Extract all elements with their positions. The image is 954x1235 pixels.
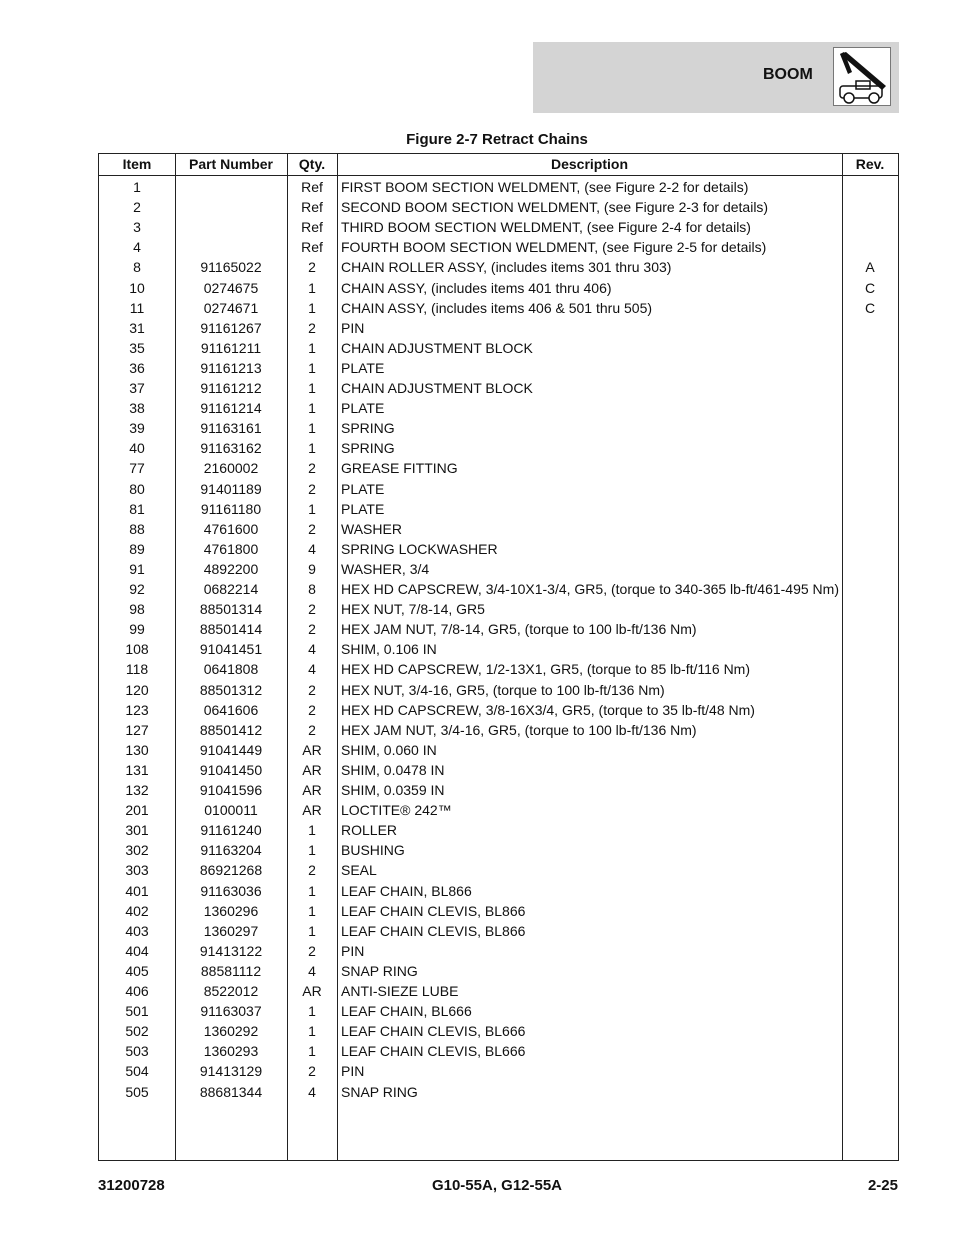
row-rev: [842, 840, 898, 860]
row-description: SPRING LOCKWASHER: [341, 540, 498, 557]
row-description: LEAF CHAIN CLEVIS, BL866: [341, 902, 526, 919]
row-description: CHAIN ADJUSTMENT BLOCK: [341, 339, 533, 356]
row-description: PLATE: [341, 400, 385, 417]
row-description: LEAF CHAIN, BL666: [341, 1003, 472, 1020]
row-qty: 4: [308, 641, 316, 658]
row-qty: 1: [308, 922, 316, 939]
table-row: [99, 659, 898, 679]
row-item: 505: [125, 1083, 149, 1100]
row-part-number: 91041450: [199, 761, 263, 778]
row-item: 80: [129, 480, 145, 497]
row-description: LEAF CHAIN CLEVIS, BL866: [341, 922, 526, 939]
row-description: SNAP RING: [341, 1083, 418, 1100]
row-qty: 2: [308, 701, 316, 718]
row-description: PIN: [341, 942, 365, 959]
row-description: ANTI-SIEZE LUBE: [341, 983, 459, 999]
row-item: 406: [125, 983, 149, 999]
table-row: [99, 680, 898, 700]
table-row: [99, 237, 898, 257]
table-row: [99, 378, 898, 398]
row-qty: Ref: [301, 239, 323, 256]
row-qty: AR: [302, 983, 322, 999]
table-row: [99, 398, 898, 418]
row-item: 89: [129, 540, 145, 557]
table-row: [99, 720, 898, 740]
table-row: [99, 961, 898, 981]
row-description: SHIM, 0.106 IN: [341, 641, 437, 658]
table-row: [99, 438, 898, 458]
row-part-number: 91161180: [200, 500, 262, 517]
figure-title: Figure 2-7 Retract Chains: [406, 131, 588, 148]
row-item: 81: [129, 500, 145, 517]
row-rev: [842, 881, 898, 901]
row-item: 35: [129, 339, 145, 356]
row-item: 501: [125, 1003, 149, 1020]
table-row: [99, 257, 898, 277]
row-rev: [842, 921, 898, 941]
row-part-number: 0100011: [204, 802, 258, 819]
row-qty: 9: [308, 560, 316, 577]
row-description: SEAL: [341, 862, 377, 879]
row-part-number: 91041596: [199, 782, 263, 798]
table-row: [99, 981, 898, 1001]
table-row: [99, 1021, 898, 1041]
row-part-number: 91163204: [200, 842, 262, 859]
row-item: 98: [129, 601, 145, 618]
row-description: CHAIN ASSY, (includes items 406 & 501 thru 505): [341, 299, 653, 316]
row-item: 130: [125, 741, 149, 758]
row-item: 31: [129, 319, 145, 336]
row-part-number: 4761800: [203, 540, 259, 557]
row-description: HEX NUT, 3/4-16, GR5, (torque to 100 lb-ft/136 Nm): [341, 681, 665, 698]
row-item: 503: [125, 1043, 149, 1060]
row-item: 3: [133, 219, 141, 236]
row-qty: 8: [308, 581, 316, 597]
row-item: 201: [125, 802, 149, 819]
row-item: 120: [125, 681, 149, 698]
row-part-number: 0641808: [203, 661, 259, 678]
row-item: 4: [133, 239, 141, 256]
row-part-number: 86921268: [199, 862, 263, 879]
table-row: [99, 881, 898, 901]
row-rev: [842, 941, 898, 961]
row-qty: 2: [308, 942, 316, 959]
row-qty: Ref: [301, 199, 323, 216]
row-part-number: 88501414: [199, 621, 263, 638]
row-item: 37: [129, 380, 145, 396]
table-row: [99, 700, 898, 720]
row-item: 504: [125, 1063, 149, 1080]
row-item: 303: [125, 862, 149, 879]
table-row: [99, 278, 898, 298]
row-part-number: 0274671: [203, 299, 259, 316]
row-rev: C: [864, 299, 876, 316]
row-part-number: 1360293: [203, 1043, 259, 1060]
row-description: LOCTITE® 242™: [341, 802, 452, 819]
row-part-number: 91163161: [200, 420, 262, 437]
row-rev: [842, 619, 898, 639]
row-description: SECOND BOOM SECTION WELDMENT, (see Figure 2-3 for details): [341, 199, 769, 216]
row-description: HEX HD CAPSCREW, 3/8-16X3/4, GR5, (torque to 35 lb-ft/48 Nm): [341, 701, 755, 718]
row-rev: A: [865, 259, 875, 276]
table-row: [99, 177, 898, 197]
row-description: FIRST BOOM SECTION WELDMENT, (see Figure 2-2 for details): [341, 179, 749, 195]
row-part-number: 91163162: [200, 440, 262, 457]
row-rev: [842, 559, 898, 579]
row-item: 108: [125, 641, 149, 658]
row-part-number: 91413129: [199, 1063, 263, 1080]
row-qty: 2: [308, 259, 316, 276]
row-qty: 1: [308, 822, 316, 839]
row-description: SPRING: [341, 420, 395, 437]
row-part-number: 91401189: [200, 480, 262, 497]
row-description: FOURTH BOOM SECTION WELDMENT, (see Figure 2-5 for details): [341, 239, 767, 256]
row-description: HEX HD CAPSCREW, 3/4-10X1-3/4, GR5, (torque to 340-365 lb-ft/461-495 Nm): [341, 581, 839, 597]
row-rev: [842, 579, 898, 599]
row-item: 77: [129, 460, 145, 477]
row-description: GREASE FITTING: [341, 460, 458, 477]
row-rev: [842, 700, 898, 720]
row-part-number: 0641606: [203, 701, 259, 718]
row-part-number: 88681344: [199, 1083, 263, 1100]
row-rev: [842, 820, 898, 840]
header-qty: Qty.: [298, 156, 326, 172]
model-numbers: G10-55A, G12-55A: [431, 1177, 563, 1194]
row-part-number: 1360297: [203, 922, 259, 939]
row-qty: 4: [308, 1083, 316, 1100]
row-qty: 4: [308, 661, 316, 678]
header-description: Description: [550, 156, 628, 172]
row-rev: [842, 237, 898, 257]
row-rev: [842, 519, 898, 539]
table-row: [99, 338, 898, 358]
row-qty: 2: [308, 1063, 316, 1080]
table-row: [99, 539, 898, 559]
row-qty: 2: [308, 681, 316, 698]
table-row: [99, 860, 898, 880]
row-description: PLATE: [341, 480, 385, 497]
row-item: 2: [133, 199, 141, 216]
row-item: 405: [125, 962, 149, 979]
row-qty: 1: [308, 1023, 316, 1040]
table-row: [99, 358, 898, 378]
row-rev: [842, 197, 898, 217]
row-item: 88: [129, 520, 145, 537]
row-description: LEAF CHAIN CLEVIS, BL666: [341, 1023, 526, 1040]
row-rev: [842, 318, 898, 338]
row-part-number: 91041449: [199, 741, 263, 758]
table-row: [99, 619, 898, 639]
row-item: 38: [129, 400, 145, 417]
row-description: WASHER: [341, 520, 402, 537]
row-item: 39: [129, 420, 145, 437]
row-part-number: [175, 197, 287, 217]
row-item: 99: [129, 621, 145, 638]
table-row: [99, 458, 898, 478]
table-row: [99, 1041, 898, 1061]
row-rev: [842, 800, 898, 820]
row-qty: AR: [302, 761, 322, 778]
header-part-number: Part Number: [188, 156, 274, 172]
row-part-number: 91161211: [200, 339, 262, 356]
row-rev: [842, 438, 898, 458]
row-rev: [842, 358, 898, 378]
row-item: 11: [129, 299, 145, 316]
row-rev: [842, 740, 898, 760]
row-rev: [842, 418, 898, 438]
row-rev: [842, 398, 898, 418]
row-part-number: 1360296: [203, 902, 259, 919]
row-qty: Ref: [301, 179, 323, 195]
row-description: THIRD BOOM SECTION WELDMENT, (see Figure 2-4 for details): [341, 219, 751, 236]
row-rev: [842, 338, 898, 358]
table-row: [99, 1001, 898, 1021]
row-qty: 1: [308, 400, 316, 417]
table-row: [99, 639, 898, 659]
row-rev: [842, 1061, 898, 1081]
table-row: [99, 921, 898, 941]
table-row: [99, 499, 898, 519]
parts-table: [98, 153, 899, 1161]
row-description: PLATE: [341, 359, 385, 376]
row-item: 132: [125, 782, 149, 798]
row-part-number: 88581112: [200, 962, 262, 979]
row-qty: 1: [308, 882, 316, 899]
table-row: [99, 901, 898, 921]
row-qty: 1: [308, 500, 316, 517]
row-rev: [842, 901, 898, 921]
table-row: [99, 318, 898, 338]
row-part-number: [175, 177, 287, 197]
row-rev: [842, 659, 898, 679]
table-row: [99, 1061, 898, 1081]
table-row: [99, 298, 898, 318]
table-row: [99, 559, 898, 579]
row-item: 127: [125, 721, 149, 738]
row-part-number: 91041451: [199, 641, 263, 658]
table-row: [99, 599, 898, 619]
row-description: SPRING: [341, 440, 395, 457]
table-row: [99, 479, 898, 499]
table-row: [99, 820, 898, 840]
row-rev: [842, 1041, 898, 1061]
row-part-number: 91161213: [200, 359, 262, 376]
row-rev: [842, 780, 898, 800]
row-rev: [842, 680, 898, 700]
row-description: SHIM, 0.060 IN: [341, 741, 437, 758]
table-row: [99, 519, 898, 539]
row-part-number: 88501312: [199, 681, 263, 698]
boom-loader-icon: [833, 47, 891, 106]
row-item: 40: [129, 440, 145, 457]
row-rev: [842, 177, 898, 197]
row-rev: [842, 479, 898, 499]
row-rev: C: [864, 279, 876, 296]
row-rev: [842, 720, 898, 740]
row-qty: 2: [308, 721, 316, 738]
table-row: [99, 760, 898, 780]
row-rev: [842, 1082, 898, 1102]
row-part-number: 2160002: [203, 460, 259, 477]
page-number: 2-25: [867, 1177, 898, 1194]
row-part-number: 91165022: [200, 259, 262, 276]
header-divider: [99, 175, 898, 176]
row-description: PIN: [341, 319, 365, 336]
row-item: 123: [125, 701, 149, 718]
row-rev: [842, 981, 898, 1001]
header-rev: Rev.: [855, 156, 885, 172]
row-part-number: 4892200: [203, 560, 259, 577]
row-qty: 4: [308, 962, 316, 979]
row-qty: 2: [308, 621, 316, 638]
row-qty: 2: [308, 520, 316, 537]
row-rev: [842, 217, 898, 237]
row-qty: 1: [308, 420, 316, 437]
row-rev: [842, 961, 898, 981]
row-description: CHAIN ADJUSTMENT BLOCK: [341, 380, 533, 396]
row-part-number: [175, 237, 287, 257]
row-rev: [842, 599, 898, 619]
row-item: 10: [129, 279, 145, 296]
row-part-number: 91163037: [200, 1003, 262, 1020]
row-item: 301: [125, 822, 149, 839]
row-qty: 1: [308, 380, 316, 396]
table-row: [99, 740, 898, 760]
row-part-number: 1360292: [203, 1023, 259, 1040]
row-item: 502: [125, 1023, 149, 1040]
row-description: PLATE: [341, 500, 385, 517]
row-description: SHIM, 0.0478 IN: [341, 761, 445, 778]
row-item: 36: [129, 359, 145, 376]
row-part-number: 91163036: [200, 882, 262, 899]
row-qty: AR: [302, 782, 322, 798]
row-item: 401: [125, 882, 149, 899]
row-qty: 2: [308, 480, 316, 497]
row-part-number: 0274675: [203, 279, 259, 296]
row-part-number: 0682214: [203, 581, 259, 597]
row-description: CHAIN ROLLER ASSY, (includes items 301 thru 303): [341, 259, 672, 276]
row-qty: 1: [308, 440, 316, 457]
row-description: CHAIN ASSY, (includes items 401 thru 406): [341, 279, 612, 296]
row-rev: [842, 1021, 898, 1041]
row-rev: [842, 458, 898, 478]
row-description: HEX JAM NUT, 3/4-16, GR5, (torque to 100 lb-ft/136 Nm): [341, 721, 697, 738]
row-description: LEAF CHAIN CLEVIS, BL666: [341, 1043, 526, 1060]
row-item: 402: [125, 902, 149, 919]
row-description: BUSHING: [341, 842, 405, 859]
row-item: 91: [129, 560, 145, 577]
row-rev: [842, 760, 898, 780]
row-qty: 1: [308, 339, 316, 356]
row-description: WASHER, 3/4: [341, 560, 430, 577]
row-description: PIN: [341, 1063, 365, 1080]
row-qty: AR: [302, 741, 322, 758]
row-description: HEX NUT, 7/8-14, GR5: [341, 601, 485, 618]
row-qty: 1: [308, 1003, 316, 1020]
doc-number: 31200728: [98, 1177, 165, 1194]
row-part-number: 88501314: [199, 601, 263, 618]
row-rev: [842, 378, 898, 398]
row-part-number: 91413122: [199, 942, 263, 959]
row-qty: Ref: [301, 219, 323, 236]
table-row: [99, 780, 898, 800]
row-description: HEX JAM NUT, 7/8-14, GR5, (torque to 100 lb-ft/136 Nm): [341, 621, 697, 638]
row-item: 92: [129, 581, 145, 597]
row-part-number: 88501412: [199, 721, 263, 738]
row-rev: [842, 639, 898, 659]
row-description: HEX HD CAPSCREW, 1/2-13X1, GR5, (torque to 85 lb-ft/116 Nm): [341, 661, 751, 678]
row-item: 8: [133, 259, 141, 276]
row-part-number: 91161212: [200, 380, 262, 396]
row-part-number: 8522012: [203, 983, 259, 999]
row-description: LEAF CHAIN, BL866: [341, 882, 472, 899]
row-qty: 1: [308, 842, 316, 859]
row-part-number: [175, 217, 287, 237]
row-description: SHIM, 0.0359 IN: [341, 782, 445, 798]
table-row: [99, 418, 898, 438]
row-qty: 1: [308, 299, 316, 316]
row-part-number: 91161240: [200, 822, 262, 839]
table-row: [99, 941, 898, 961]
row-qty: 2: [308, 601, 316, 618]
row-rev: [842, 1001, 898, 1021]
row-rev: [842, 860, 898, 880]
row-item: 302: [125, 842, 149, 859]
row-qty: AR: [302, 802, 322, 819]
row-item: 403: [125, 922, 149, 939]
row-part-number: 91161267: [200, 319, 262, 336]
row-item: 118: [125, 661, 149, 678]
row-qty: 4: [308, 540, 316, 557]
table-row: [99, 1082, 898, 1102]
row-item: 131: [125, 761, 149, 778]
row-qty: 1: [308, 359, 316, 376]
row-qty: 1: [308, 279, 316, 296]
row-item: 404: [125, 942, 149, 959]
row-rev: [842, 499, 898, 519]
row-qty: 1: [308, 902, 316, 919]
table-row: [99, 800, 898, 820]
table-row: [99, 217, 898, 237]
row-qty: 2: [308, 319, 316, 336]
row-qty: 1: [308, 1043, 316, 1060]
table-row: [99, 840, 898, 860]
row-description: ROLLER: [341, 822, 398, 839]
row-part-number: 4761600: [203, 520, 259, 537]
row-rev: [842, 539, 898, 559]
row-qty: 2: [308, 862, 316, 879]
table-row: [99, 579, 898, 599]
header-item: Item: [122, 156, 152, 172]
row-item: 1: [133, 179, 141, 195]
row-part-number: 91161214: [200, 400, 262, 417]
row-description: SNAP RING: [341, 962, 418, 979]
row-qty: 2: [308, 460, 316, 477]
section-title: BOOM: [763, 66, 813, 83]
table-row: [99, 197, 898, 217]
